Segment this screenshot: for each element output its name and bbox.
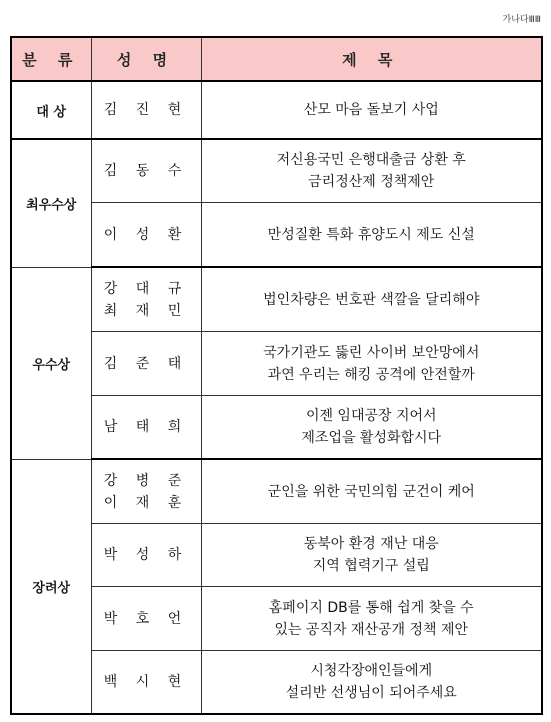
recipient-name: 남 태 희 xyxy=(91,396,201,460)
table-row xyxy=(11,587,542,651)
proposal-title: 법인차량은 번호판 색깔을 달리해야 xyxy=(201,267,542,332)
table-row xyxy=(11,139,542,203)
header-name: 성 명 xyxy=(91,37,201,81)
category-excellence-top: 최우수상 xyxy=(11,139,91,267)
recipient-name: 강 대 규 최 재 민 xyxy=(91,267,201,332)
recipient-name: 박 성 하 xyxy=(91,524,201,587)
table-row xyxy=(11,524,542,587)
proposal-title: 이젠 임대공장 지어서 제조업을 활성화합시다 xyxy=(201,396,542,460)
category-excellence: 우수상 xyxy=(11,267,91,459)
table-row xyxy=(11,651,542,715)
proposal-title: 산모 마음 돌보기 사업 xyxy=(201,81,542,139)
recipient-name: 이 성 환 xyxy=(91,203,201,268)
recipient-name: 김 동 수 xyxy=(91,139,201,203)
recipient-name: 김 진 현 xyxy=(91,81,201,139)
header-title: 제 목 xyxy=(201,37,542,81)
proposal-title: 국가기관도 뚫린 사이버 보안망에서 과연 우리는 해킹 공격에 안전할까 xyxy=(201,332,542,396)
page-corner-mark: 가나다ⅢⅢ xyxy=(502,15,541,25)
recipient-name: 백 시 현 xyxy=(91,651,201,715)
recipient-name: 김 준 태 xyxy=(91,332,201,396)
table-row xyxy=(11,396,542,460)
table-row xyxy=(11,332,542,396)
category-encouragement: 장려상 xyxy=(11,459,91,714)
awards-table xyxy=(10,36,543,715)
table-row xyxy=(11,267,542,332)
proposal-title: 만성질환 특화 휴양도시 제도 신설 xyxy=(201,203,542,268)
table-row xyxy=(11,203,542,268)
header-category: 분 류 xyxy=(11,37,91,81)
proposal-title: 동북아 환경 재난 대응 지역 협력기구 설립 xyxy=(201,524,542,587)
recipient-name: 강 병 준 이 재 훈 xyxy=(91,459,201,524)
proposal-title: 저신용국민 은행대출금 상환 후 금리정산제 정책제안 xyxy=(201,139,542,203)
category-grand-prize: 대 상 xyxy=(11,81,91,139)
proposal-title: 홈페이지 DB를 통해 쉽게 찾을 수 있는 공직자 재산공개 정책 제안 xyxy=(201,587,542,651)
table-row xyxy=(11,81,542,139)
proposal-title: 시청각장애인들에게 설리반 선생님이 되어주세요 xyxy=(201,651,542,715)
header-row xyxy=(11,37,542,81)
recipient-name: 박 호 언 xyxy=(91,587,201,651)
proposal-title: 군인을 위한 국민의힘 군건이 케어 xyxy=(201,459,542,524)
table-row xyxy=(11,459,542,524)
